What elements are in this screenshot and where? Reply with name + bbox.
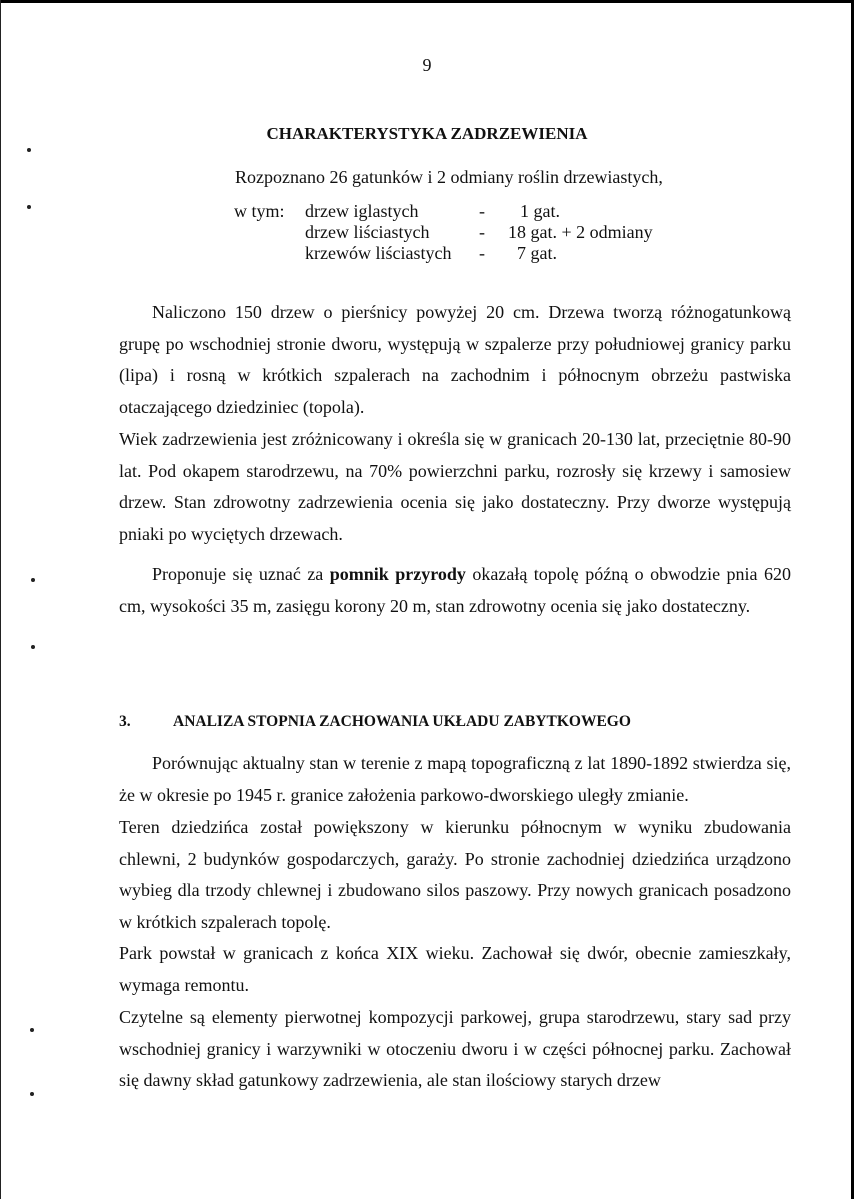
paragraph: Wiek zadrzewienia jest zróżnicowany i określa się w granicach 20-130 lat, przeciętnie 80-90 lat. Pod okapem starodrzewu, na 70% powierzchni parku, rozrosły się krzewy i samosiew drzew. Stan zdrowotny zadrzewienia ocenia się jako dostateczny. Przy dworze występują pniaki po wyciętych drzewach. [119,429,791,545]
paragraph-text: Proponuje się uznać za [152,564,330,584]
scan-border-left [0,0,1,1199]
page-number: 9 [422,55,432,75]
emphasis-text: pomnik przyrody [329,564,466,584]
species-type: drzew iglastych [305,201,419,221]
species-dash: - [479,201,485,221]
scan-border-top [0,0,854,3]
species-type: krzewów liściastych [305,243,452,263]
section-heading [119,713,631,731]
species-summary: Rozpoznano 26 gatunków i 2 odmiany roślin drzewiastych, [235,167,663,187]
table-lead: w tym: [234,201,285,221]
paragraph: Czytelne są elementy pierwotnej kompozycji parkowej, grupa starodrzewu, stary sad przy wschodniej granicy i warzywniki w otoczeniu dworu i w części północnej parku. Zachował się dawny skład gatunkowy zadrzewienia, ale stan ilościowy starych drzew [119,1007,791,1091]
paragraph: Park powstał w granicach z końca XIX wieku. Zachował się dwór, obecnie zamieszkały, wymaga remontu. [119,943,791,995]
paragraph [119,559,791,622]
species-type: drzew liściastych [305,222,430,242]
paragraph: Teren dziedzińca został powiększony w kierunku północnym w wyniku zbudowania chlewni, 2 budynków gospodarczych, garaży. Po stronie zachodniej dziedzińca urządzono wybieg dla trzody chlewnej i zbudowano silos paszowy. Przy nowych granicach posadzono w krótkich szpalerach topolę. [119,817,791,933]
paragraph-text: okazałą topolę późną o obwodzie pnia 620 cm, wysokości 35 m, zasięgu korony 20 m, stan zdrowotny ocenia się jako dostateczny. [119,564,791,616]
section-number: 3. [119,713,131,730]
scan-speck [30,1028,34,1032]
scan-speck [30,1092,34,1096]
scan-speck [31,645,35,649]
scan-speck [27,148,31,152]
scan-speck [27,205,31,209]
species-dash: - [479,243,485,263]
species-count: 7 gat. [517,243,557,263]
species-count: 18 gat. + 2 odmiany [508,222,653,242]
paragraph: Naliczono 150 drzew o pierśnicy powyżej 20 cm. Drzewa tworzą różnogatunkową grupę po wschodniej stronie dworu, występują w szpalerze przy południowej granicy parku (lipa) i rosną w krótkich szpalerach na zachodnim i północnym obrzeżu pastwiska otaczającego dziedziniec (topola). [119,302,791,418]
scan-speck [31,578,35,582]
species-count: 1 gat. [520,201,560,221]
section-title: CHARAKTERYSTYKA ZADRZEWIENIA [266,124,588,143]
section-heading-title: ANALIZA STOPNIA ZACHOWANIA UKŁADU ZABYTKOWEGO [173,713,631,730]
species-dash: - [479,222,485,242]
paragraph: Porównując aktualny stan w terenie z mapą topograficzną z lat 1890-1892 stwierdza się, że w okresie po 1945 r. granice założenia parkowo-dworskiego uległy zmianie. [119,753,791,805]
